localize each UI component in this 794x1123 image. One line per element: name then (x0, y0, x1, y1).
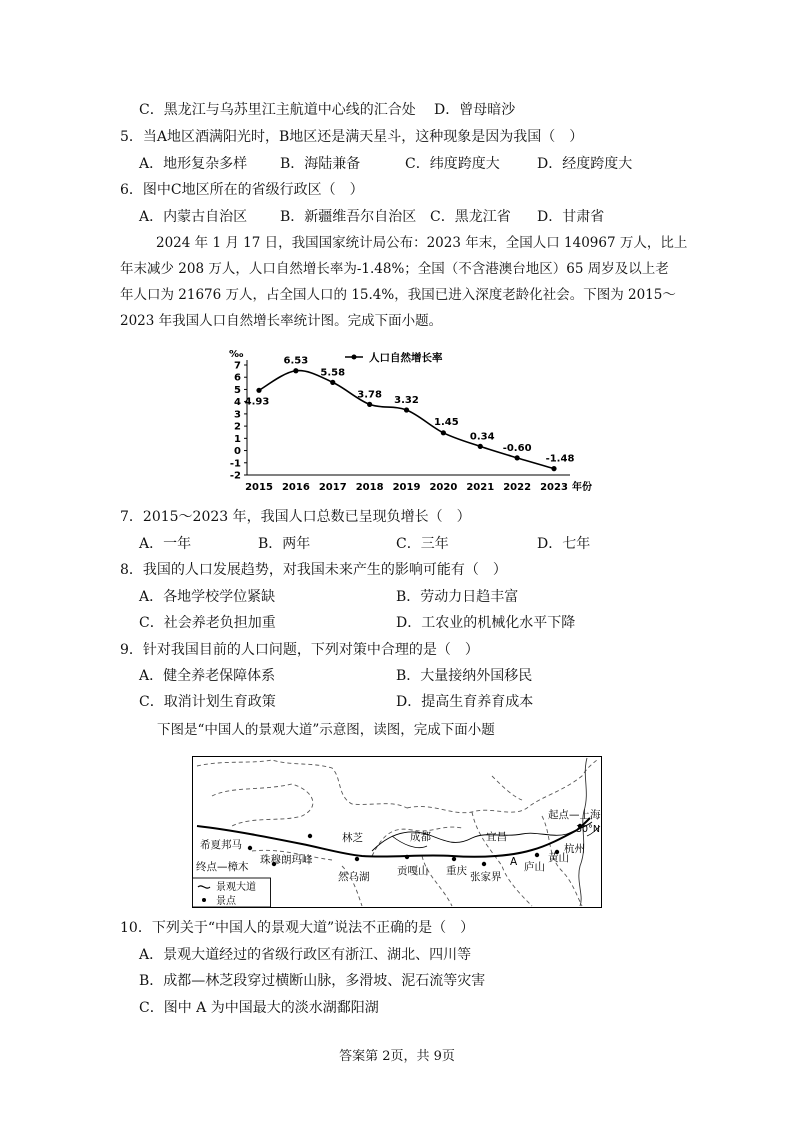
label-30n: 30°N (576, 824, 600, 835)
legend-spot-icon (202, 898, 206, 902)
spot-ranwuhu (355, 857, 359, 861)
q9-option-b: B．大量接纳外国移民 (396, 668, 533, 684)
passage-line-2: 年末减少 208 万人，人口自然增长率为-1.48%；全国（不含港澳台地区）65 周岁及以上老 (120, 261, 669, 277)
data-point (256, 388, 261, 393)
q9-stem: 9．针对我国目前的人口问题，下列对策中合理的是（ ） (120, 642, 479, 658)
legend-spot-label: 景点 (216, 896, 236, 907)
series-line (259, 371, 554, 469)
label-xixiabangma: 希夏邦马 (200, 839, 242, 851)
label-chongqing: 重庆 (446, 865, 467, 877)
y-tick-label: 4 (234, 397, 241, 409)
q10-stem: 10．下列关于“中国人的景观大道”说法不正确的是（ ） (120, 920, 475, 936)
spot-zhangjiajie (482, 862, 486, 866)
label-a: A (510, 856, 518, 868)
x-tick-label: 2021 (466, 482, 495, 493)
data-label: 5.58 (320, 367, 346, 379)
q6-stem: 6．图中C地区所在的省级行政区（ ） (120, 182, 364, 198)
q6-option-b: B．新疆维吾尔自治区 (280, 209, 417, 225)
q5-option-a: A．地形复杂多样 (139, 156, 248, 172)
data-label: 4.93 (244, 396, 270, 408)
label-lushan: 庐山 (524, 861, 545, 873)
data-point (478, 444, 483, 449)
q7-option-a: A．一年 (139, 536, 192, 552)
q8-option-a: A．各地学校学位紧缺 (139, 589, 276, 605)
legend-label: 人口自然增长率 (369, 352, 443, 364)
y-tick-label: 7 (234, 360, 241, 372)
y-unit-label: ‰ (229, 349, 244, 360)
q9-option-c: C．取消计划生育政策 (139, 694, 276, 710)
spot-zhumulangma (308, 834, 312, 838)
label-hangzhou: 杭州 (564, 843, 585, 855)
y-tick-label: 6 (234, 372, 241, 384)
q5-option-b: B．海陆兼备 (280, 156, 361, 172)
passage-map-intro: 下图是“中国人的景观大道”示意图，读图，完成下面小题 (157, 722, 495, 738)
spot-chongqing (452, 857, 456, 861)
data-label: -0.60 (502, 442, 532, 454)
y-tick-label: 1 (234, 433, 241, 445)
q8-stem: 8．我国的人口发展趋势，对我国未来产生的影响可能有（ ） (120, 562, 507, 578)
legend-road-label: 景观大道 (216, 882, 256, 893)
y-tick-label: -2 (229, 470, 241, 482)
label-linzhi: 林芝 (342, 832, 363, 844)
population-growth-chart (225, 345, 592, 500)
q5-stem: 5．当A地区酒满阳光时，B地区还是满天星斗，这种现象是因为我国（ ） (120, 129, 584, 145)
x-tick-label: 2020 (429, 482, 458, 493)
label-zhumulangma: 珠穆朗玛峰 (260, 854, 313, 866)
spot-lushan (535, 853, 539, 857)
x-tick-label: 2019 (392, 482, 421, 493)
q9-option-a: A．健全养老保障体系 (139, 668, 276, 684)
data-label: 1.45 (434, 416, 459, 428)
x-tick-label: 2016 (281, 482, 310, 493)
map-legend (193, 878, 271, 907)
q6-option-a: A．内蒙古自治区 (139, 209, 248, 225)
x-tick-label: 2018 (355, 482, 384, 493)
y-tick-label: 3 (234, 409, 241, 421)
page-footer: 答案第 2页，共 9页 (339, 1049, 455, 1064)
q10-option-a: A．景观大道经过的省级行政区有浙江、湖北、四川等 (139, 947, 472, 963)
label-ranwuhu: 然乌湖 (338, 871, 370, 883)
q10-option-c: C．图中 A 为中国最大的淡水湖鄱阳湖 (139, 1000, 379, 1016)
x-axis-label: 年份 (572, 482, 592, 493)
q4-option-c: C．黑龙江与乌苏里江主航道中心线的汇合处 (139, 102, 416, 118)
label-qidian: 起点—上海 (548, 809, 601, 821)
y-tick-label: -1 (229, 458, 241, 470)
q7-option-c: C．三年 (396, 536, 449, 552)
label-yichang: 宜昌 (486, 831, 507, 843)
q8-option-d: D．工农业的机械化水平下降 (396, 615, 576, 631)
data-point (441, 430, 446, 435)
label-zhongdian: 终点—樟木 (196, 861, 249, 873)
x-tick-label: 2015 (245, 482, 273, 493)
data-label: 3.78 (357, 389, 382, 401)
passage-population (120, 230, 688, 334)
x-tick-label: 2017 (318, 482, 347, 493)
legend-marker-icon (352, 355, 357, 360)
label-gonggashan: 贡嘎山 (397, 865, 429, 877)
q8-option-b: B．劳动力日趋丰富 (396, 589, 519, 605)
data-label: 0.34 (469, 431, 495, 443)
data-point (330, 380, 335, 385)
q8-option-c: C．社会养老负担加重 (139, 615, 276, 631)
q9-option-d: D．提高生育养育成本 (396, 694, 534, 710)
q7-stem: 7．2015～2023 年，我国人口总数已呈现负增长（ ） (120, 509, 471, 525)
data-point (551, 466, 556, 471)
q10-option-b: B．成都—林芝段穿过横断山脉，多滑坡、泥石流等灾害 (139, 973, 486, 989)
y-tick-label: 0 (234, 446, 241, 458)
x-tick-label: 2023 (540, 482, 568, 493)
spot-xixiabangma (248, 846, 252, 850)
x-tick-label: 2022 (503, 482, 532, 493)
data-label: 3.32 (394, 394, 419, 406)
label-zhangjiajie: 张家界 (470, 871, 502, 883)
data-point (515, 455, 520, 460)
landscape-avenue-map (192, 756, 602, 908)
q6-option-c: C．黑龙江省 (430, 209, 511, 225)
q5-option-c: C．纬度跨度大 (405, 156, 500, 172)
passage-line-3: 年人口为 21676 万人，占全国人口的 15.4%，我国已进入深度老龄化社会。下图为 2015～ (120, 287, 676, 303)
q7-option-d: D．七年 (537, 536, 591, 552)
data-label: 6.53 (283, 355, 309, 367)
data-point (404, 407, 409, 412)
passage-line-4: 2023 年我国人口自然增长率统计图。完成下面小题。 (120, 313, 443, 329)
y-tick-label: 2 (234, 421, 241, 433)
q6-option-d: D．甘肃省 (537, 209, 605, 225)
q7-option-b: B．两年 (258, 536, 311, 552)
spot-gonggashan (405, 855, 409, 859)
passage-line-1: 2024 年 1 月 17 日，我国国家统计局公布：2023 年末，全国人口 140967 万人，比上 (156, 235, 688, 251)
y-tick-label: 5 (234, 384, 241, 396)
label-huangshan: 黄山 (548, 852, 569, 864)
data-point (367, 402, 372, 407)
q5-option-d: D．经度跨度大 (537, 156, 633, 172)
data-label: -1.48 (545, 453, 575, 465)
label-chengdu: 成都 (410, 831, 431, 843)
data-point (293, 368, 298, 373)
q4-option-d: D．曾母暗沙 (434, 102, 516, 118)
